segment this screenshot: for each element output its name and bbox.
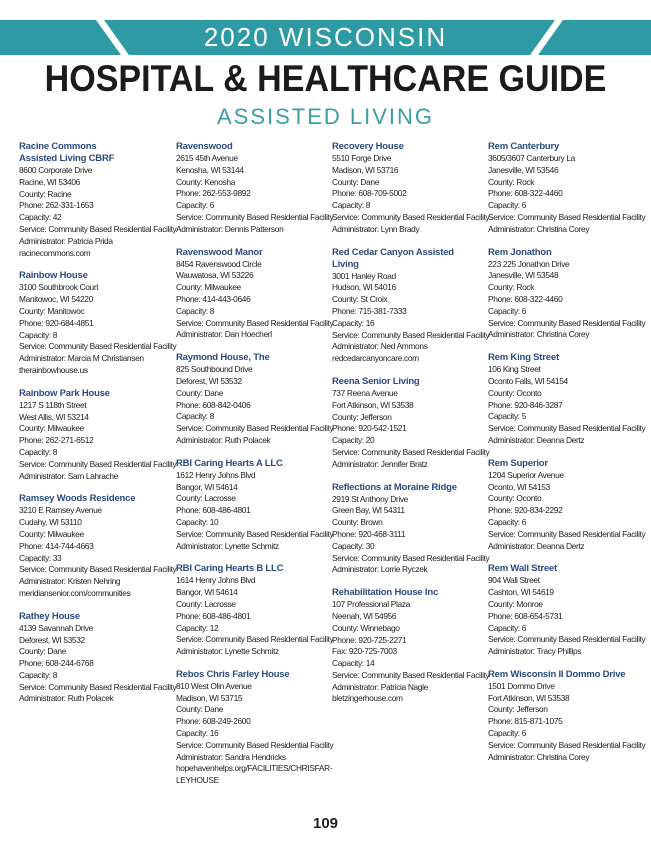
facility-name: Raymond House, The (176, 352, 270, 364)
facility-name: Ravenswood (176, 141, 233, 152)
facility-name: Rehabilitation House Inc (332, 587, 439, 599)
facility-listing (332, 141, 490, 236)
facility-detail-line: Madison, WI 53716 (332, 164, 399, 175)
facility-detail-line: Phone: 262-331-1653 (19, 200, 94, 211)
facility-detail-line: Service: Community Based Residential Facility (19, 223, 177, 234)
facility-detail-line: Capacity: 8 (332, 200, 371, 211)
facility-listing (19, 270, 177, 376)
facility-detail-line: 4139 Savannah Drive (19, 622, 93, 633)
facility-detail-line: Service: Community Based Residential Facility (176, 739, 334, 750)
facility-detail-line: Administrator: Christina Corey (488, 751, 590, 762)
facility-detail-line: Madison, WI 53715 (176, 692, 243, 703)
facility-detail-line: Service: Community Based Residential Facility (488, 317, 646, 328)
facility-listing (176, 563, 334, 658)
facility-detail-line: 223 225 Jonathon Drive (488, 258, 570, 269)
facility-name: Rainbow House (19, 270, 88, 282)
facility-detail-line: 1217 S 118th Street (19, 399, 87, 410)
facility-detail-line: Phone: 608-322-4460 (488, 293, 563, 304)
facility-name: RBI Caring Hearts A LLC (176, 457, 283, 469)
facility-detail-line: Administrator: Sam Lahrache (19, 470, 119, 481)
facility-name: Rathey House (19, 610, 80, 622)
facility-detail-line: Capacity: 8 (176, 411, 215, 422)
facility-detail-line: Service: Community Based Residential Facility (332, 552, 490, 563)
facility-detail-line: Service: Community Based Residential Facility (332, 446, 490, 457)
facility-detail-line: Service: Community Based Residential Facility (488, 528, 646, 539)
facility-detail-line: County: Brown (332, 517, 383, 528)
facility-listing (176, 668, 334, 787)
facility-detail-line: County: Kenosha (176, 176, 236, 187)
facility-detail-line: therainbowhouse.us (19, 364, 88, 375)
facility-detail-line: Service: Community Based Residential Facility (176, 634, 334, 645)
facility-detail-line: Administrator: Christina Corey (488, 223, 590, 234)
facility-detail-line: Administrator: Marcia M Christiansen (19, 353, 144, 364)
facility-name: Reflections at Moraine Ridge (332, 481, 457, 493)
facility-listing (19, 141, 177, 259)
facility-detail-line: Phone: 815-871-1075 (488, 716, 563, 727)
facility-detail-line: Service: Community Based Residential Facility (488, 739, 646, 750)
facility-detail-line: Manitowoc, WI 54220 (19, 294, 93, 305)
facility-detail-line: Administrator: Lynette Schmitz (176, 540, 279, 551)
column-4 (488, 141, 646, 774)
facility-detail-line: Phone: 608-842-0406 (176, 399, 251, 410)
facility-listing (488, 141, 646, 236)
facility-detail-line: Administrator: Lorrie Ryczek (332, 564, 428, 575)
facility-detail-line: County: Dane (19, 646, 67, 657)
facility-detail-line: Phone: 920-846-3287 (488, 399, 563, 410)
facility-detail-line: Phone: 608-249-2600 (176, 716, 251, 727)
facility-detail-line: County: Jefferson (332, 411, 392, 422)
facility-detail-line: 1204 Superior Avenue (488, 469, 564, 480)
facility-detail-line: Racine, WI 53406 (19, 176, 80, 187)
facility-detail-line: County: Racine (19, 188, 72, 199)
facility-detail-line: Administrator: Patricia Nagle (332, 681, 428, 692)
facility-detail-line: Phone: 920-542-1521 (332, 423, 407, 434)
facility-detail-line: Wauwatosa, WI 53226 (176, 270, 254, 281)
facility-detail-line: Bangor, WI 54614 (176, 587, 238, 598)
facility-name: Ramsey Woods Residence (19, 493, 136, 505)
facility-detail-line: 107 Professional Plaza (332, 599, 410, 610)
facility-detail-line: Capacity: 8 (19, 446, 58, 457)
facility-detail-line: Administrator: Lynette Schmitz (176, 646, 279, 657)
facility-detail-line: Phone: 608-654-5731 (488, 610, 563, 621)
facility-detail-line: 2615 45th Avenue (176, 153, 238, 163)
facility-detail-line: Administrator: Sandra Hendricks (176, 751, 286, 762)
facility-detail-line: Administrator: Dennis Patterson (176, 223, 284, 234)
facility-detail-line: County: Manitowoc (19, 305, 85, 316)
facility-name: Rem Canterbury (488, 141, 560, 152)
facility-detail-line: Capacity: 6 (488, 305, 527, 316)
facility-detail-line: County: Monroe (488, 598, 543, 609)
facility-detail-line: Administrator: Kristen Nehring (19, 576, 121, 587)
facility-detail-line: County: Winnebago (332, 622, 400, 633)
facility-detail-line: Capacity: 8 (176, 305, 215, 316)
facility-detail-line: Capacity: 6 (488, 200, 527, 211)
facility-detail-line: County: Rock (488, 176, 535, 187)
facility-detail-line: West Allis, WI 53214 (19, 411, 89, 422)
facility-detail-line: County: Dane (176, 387, 224, 398)
facility-detail-line: Phone: 920-725-2271 (332, 634, 407, 645)
page-number: 109 (312, 815, 339, 832)
facility-detail-line: Phone: 608-486-4801 (176, 610, 251, 621)
facility-detail-line: County: Oconto (488, 387, 542, 398)
facility-listing (19, 493, 177, 599)
facility-detail-line: Phone: 715-381-7333 (332, 305, 407, 316)
facility-listing (332, 481, 490, 577)
facility-detail-line: Administrator: Jennifer Bratz (332, 458, 428, 469)
facility-listing (176, 141, 334, 236)
facility-detail-line: Fax: 920-725-7003 (332, 646, 397, 657)
facility-name: Rem Wisconsin II Dommo Drive (488, 668, 626, 680)
facility-detail-line: Administrator: Tracy Phillips (488, 646, 582, 657)
facility-detail-line: Service: Community Based Residential Facility (176, 423, 334, 434)
facility-detail-line: Oconto Falls, WI 54154 (488, 375, 568, 386)
facility-detail-line: 5510 Forge Drive (332, 153, 392, 163)
facility-detail-line: Service: Community Based Residential Facility (332, 329, 490, 340)
facility-detail-line: 3100 Southbrook Court (19, 282, 99, 293)
facility-detail-line: County: Milwaukee (19, 423, 84, 434)
facility-detail-line: hopehavenhelps.org/FACILITIES/CHRISFAR- (176, 763, 333, 774)
facility-detail-line: Administrator: Deanna Dertz (488, 540, 585, 551)
facility-detail-line: County: Jefferson (488, 704, 548, 715)
facility-detail-line: Phone: 608-322-4460 (488, 188, 563, 199)
facility-detail-line: 3210 E Ramsey Avenue (19, 505, 102, 516)
facility-detail-line: Capacity: 20 (332, 435, 375, 446)
facility-listing (176, 352, 334, 447)
facility-name: Reena Senior Living (332, 375, 420, 387)
facility-detail-line: Fort Atkinson, WI 53538 (488, 692, 570, 703)
facility-detail-line: County: Milwaukee (176, 282, 241, 293)
facility-detail-line: 3001 Hanley Road (332, 270, 396, 281)
facility-detail-line: 2919 St Anthony Drive (332, 493, 408, 504)
facility-name: Rem Wall Street (488, 563, 557, 575)
facility-detail-line: 810 West Olin Avenue (176, 680, 252, 691)
facility-detail-line: Administrator: Lynn Brady (332, 223, 420, 234)
facility-detail-line: Service: Community Based Residential Facility (176, 317, 334, 328)
facility-detail-line: Phone: 608-244-6768 (19, 658, 94, 669)
facility-listing (176, 246, 334, 342)
facility-detail-line: 737 Reena Avenue (332, 387, 398, 398)
facility-detail-line: Cudahy, WI 53110 (19, 517, 82, 528)
facility-detail-line: Phone: 414-443-0646 (176, 293, 251, 304)
facility-name: RBI Caring Hearts B LLC (176, 563, 284, 575)
facility-detail-line: Capacity: 8 (19, 329, 58, 340)
facility-detail-line: 825 Southbound Drive (176, 364, 253, 375)
facility-detail-line: Service: Community Based Residential Facility (19, 564, 177, 575)
facility-detail-line: LEYHOUSE (176, 775, 219, 786)
facility-detail-line: County: Lacrosse (176, 598, 236, 609)
facility-detail-line: Service: Community Based Residential Facility (488, 423, 646, 434)
facility-listing (488, 457, 646, 553)
facility-detail-line: Capacity: 16 (332, 317, 375, 328)
facility-listing (488, 246, 646, 342)
facility-name: Racine Commons (19, 141, 97, 152)
facility-detail-line: County: Milwaukee (19, 528, 84, 539)
facility-detail-line: 8600 Corporate Drive (19, 165, 93, 175)
column-2 (176, 141, 334, 798)
column-1 (19, 141, 177, 716)
facility-detail-line: County: Dane (176, 704, 224, 715)
facility-detail-line: Capacity: 16 (176, 728, 219, 739)
facility-detail-line: Administrator: Deanna Dertz (488, 434, 585, 445)
facility-detail-line: Service: Community Based Residential Facility (332, 669, 490, 680)
facility-detail-line: racinecommons.com (19, 247, 91, 258)
facility-name: Ravenswood Manor (176, 246, 263, 258)
facility-name: Rainbow Park House (19, 387, 110, 399)
facility-detail-line: County: St Croix (332, 294, 388, 305)
facility-detail-line: County: Rock (488, 282, 535, 293)
facility-detail-line: 1501 Dommo Drive (488, 680, 555, 691)
banner-text: 2020 WISCONSIN (203, 22, 448, 52)
facility-detail-line: Service: Community Based Residential Facility (19, 681, 177, 692)
facility-detail-line: redcedarcanyoncare.com (332, 353, 419, 364)
facility-name: Rem Superior (488, 457, 548, 469)
facility-detail-line: Capacity: 42 (19, 212, 62, 223)
facility-detail-line: 1614 Henry Johns Blvd (176, 575, 256, 586)
facility-detail-line: Phone: 920-834-2292 (488, 505, 563, 516)
facility-detail-line: Fort Atkinson, WI 53538 (332, 399, 414, 410)
facility-detail-line: Deforest, WI 53532 (19, 634, 85, 645)
facility-detail-line: Janesville, WI 53548 (488, 270, 559, 281)
header-banner (0, 20, 651, 55)
facility-listing (332, 587, 490, 705)
facility-detail-line: Capacity: 30 (332, 540, 375, 551)
facility-detail-line: Service: Community Based Residential Facility (332, 211, 490, 222)
facility-detail-line: Kenosha, WI 53144 (176, 164, 244, 175)
facility-detail-line: Capacity: 6 (488, 622, 527, 633)
facility-detail-line: Service: Community Based Residential Facility (19, 458, 177, 469)
facility-detail-line: Phone: 414-744-4663 (19, 540, 94, 551)
facility-detail-line: Capacity: 33 (19, 552, 62, 563)
facility-name: Recovery House (332, 141, 404, 152)
facility-name: Rem King Street (488, 352, 559, 364)
facility-detail-line: Oconto, WI 54153 (488, 481, 550, 492)
facility-name: Rebos Chris Farley House (176, 668, 290, 680)
facility-listing (176, 457, 334, 553)
facility-detail-line: Phone: 608-486-4801 (176, 505, 251, 516)
facility-detail-line: Neenah, WI 54956 (332, 610, 397, 621)
facility-detail-line: Capacity: 8 (19, 669, 58, 680)
facility-detail-line: Service: Community Based Residential Facility (488, 211, 646, 222)
facility-detail-line: Administrator: Dan Hoecherl (176, 329, 272, 340)
facility-listing (332, 375, 490, 471)
facility-detail-line: Administrator: Ruth Polacek (19, 693, 114, 704)
facility-detail-line: Capacity: 5 (488, 411, 527, 422)
facility-detail-line: Capacity: 6 (176, 200, 215, 211)
facility-detail-line: Administrator: Ruth Polacek (176, 434, 271, 445)
facility-detail-line: Deforest, WI 53532 (176, 375, 242, 386)
facility-detail-line: Capacity: 6 (488, 516, 527, 527)
facility-detail-line: Capacity: 6 (488, 728, 527, 739)
facility-detail-line: Hudson, WI 54016 (332, 282, 396, 293)
facility-listing (488, 563, 646, 658)
facility-listing (19, 387, 177, 483)
facility-detail-line: 8454 Ravenswood Circle (176, 258, 262, 269)
facility-detail-line: 1612 Henry Johns Blvd (176, 469, 256, 480)
facility-listing (488, 668, 646, 764)
listing-columns (0, 141, 651, 821)
facility-detail-line: Capacity: 12 (176, 622, 219, 633)
facility-detail-line: County: Dane (332, 176, 380, 187)
facility-listing (19, 610, 177, 706)
facility-name: Assisted Living CBRF (19, 153, 115, 164)
facility-detail-line: Capacity: 14 (332, 658, 375, 669)
page-title: HOSPITAL & HEALTHCARE GUIDE (44, 58, 607, 99)
facility-detail-line: Phone: 920-468-3111 (332, 528, 406, 539)
facility-detail-line: 106 King Street (488, 364, 541, 375)
facility-detail-line: Cashton, WI 54619 (488, 587, 554, 598)
facility-detail-line: Capacity: 10 (176, 516, 219, 527)
facility-detail-line: Bangor, WI 54614 (176, 481, 238, 492)
facility-name: Red Cedar Canyon Assisted Living (332, 246, 454, 270)
facility-detail-line: Service: Community Based Residential Facility (176, 528, 334, 539)
facility-detail-line: County: Lacrosse (176, 493, 236, 504)
column-3 (332, 141, 490, 716)
facility-detail-line: bletzingerhouse.com (332, 693, 403, 704)
facility-name: Rem Jonathon (488, 246, 552, 258)
facility-listing (332, 246, 490, 365)
facility-detail-line: Phone: 920-684-4851 (19, 317, 94, 328)
facility-detail-line: County: Oconto (488, 493, 542, 504)
facility-listing (488, 352, 646, 447)
facility-detail-line: Administrator: Ned Ammons (332, 341, 428, 352)
facility-detail-line: Phone: 262-271-6512 (19, 435, 94, 446)
facility-detail-line: Phone: 262-553-9892 (176, 188, 251, 199)
facility-detail-line: Janesville, WI 53546 (488, 164, 559, 175)
facility-detail-line: Service: Community Based Residential Facility (19, 341, 177, 352)
facility-detail-line: Service: Community Based Residential Facility (488, 634, 646, 645)
facility-detail-line: 904 Wall Street (488, 575, 540, 586)
facility-detail-line: meridiansenior.com/communities (19, 587, 131, 598)
facility-detail-line: Phone: 608-709-5002 (332, 188, 407, 199)
facility-detail-line: Service: Community Based Residential Facility (176, 211, 334, 222)
section-subtitle: ASSISTED LIVING (216, 104, 435, 129)
facility-detail-line: Administrator: Patricia Prida (19, 235, 113, 246)
facility-detail-line: Administrator: Christina Corey (488, 329, 590, 340)
facility-detail-line: Green Bay, WI 54311 (332, 505, 405, 516)
facility-detail-line: 3605/3607 Canterbury La (488, 153, 575, 163)
